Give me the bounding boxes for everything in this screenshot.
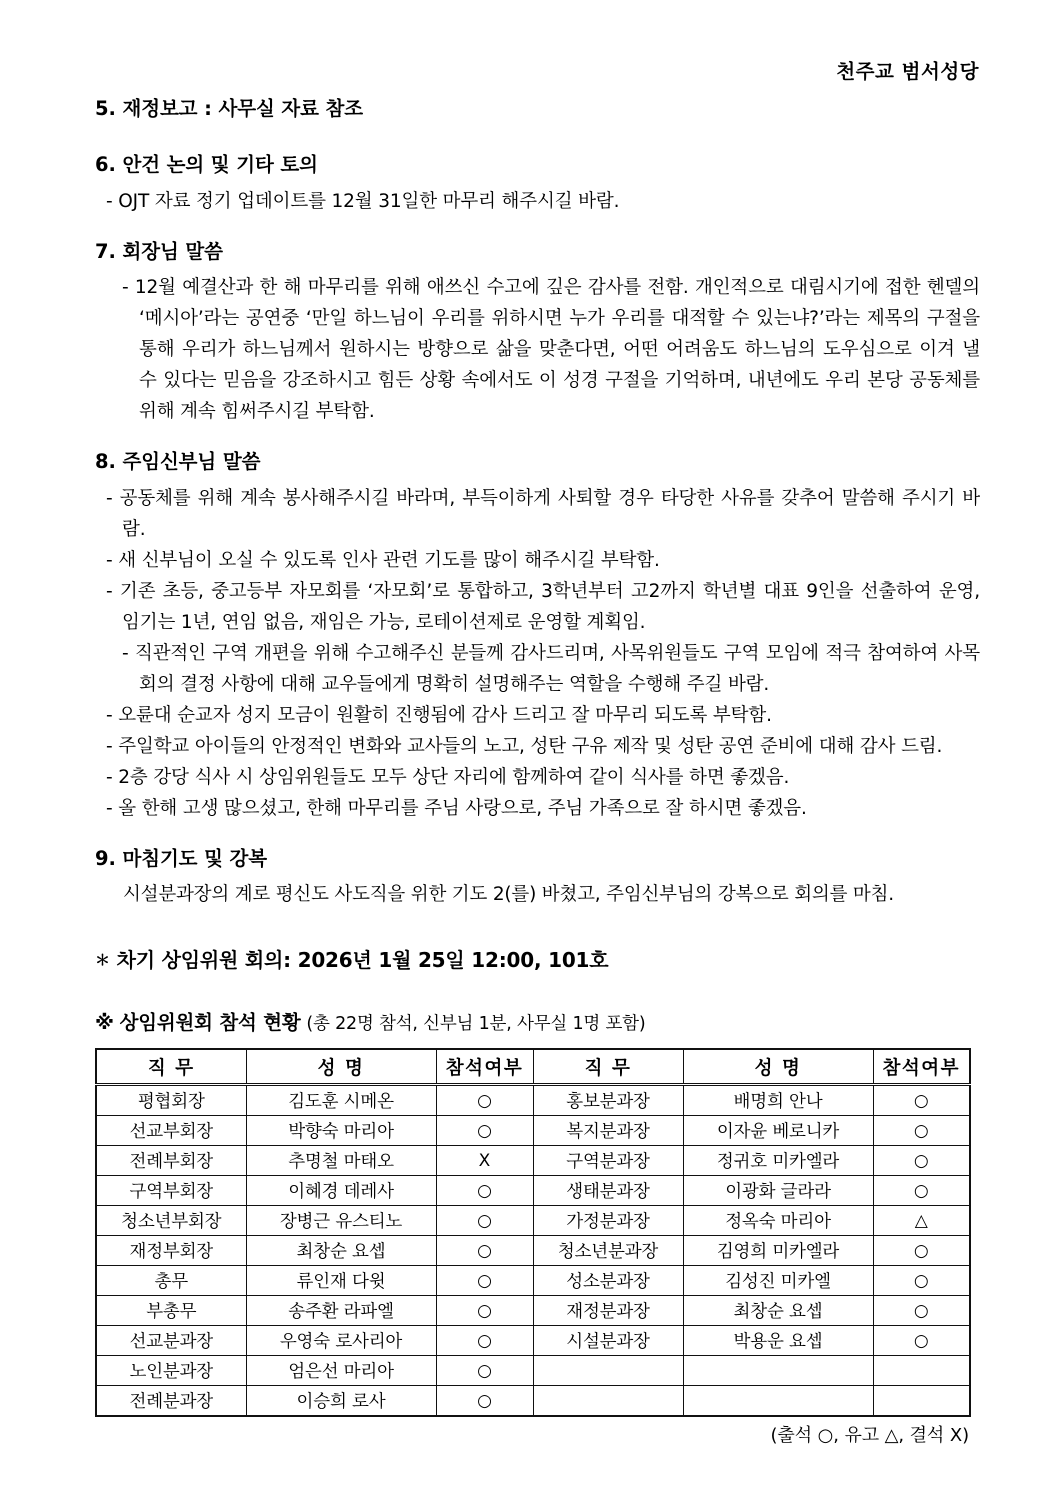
section-6-heading: 6. 안건 논의 및 기타 토의 bbox=[95, 153, 318, 177]
cell-name: 송주환 라파엘 bbox=[246, 1296, 436, 1326]
next-meeting-line bbox=[95, 944, 980, 973]
cell-duty: 가정분과장 bbox=[533, 1206, 683, 1236]
cell-name: 이자윤 베로니카 bbox=[683, 1116, 873, 1146]
column-header-attendance-right: 참석여부 bbox=[873, 1049, 970, 1085]
cell-attendance bbox=[873, 1386, 970, 1417]
section-7 bbox=[95, 241, 980, 427]
cell-duty: 복지분과장 bbox=[533, 1116, 683, 1146]
section-8-item: - 직관적인 구역 개편을 위해 수고해주신 분들께 감사드리며, 사목위원들도 구역 모임에 적극 참여하여 사목회의 결정 사항에 대해 교우들에게 명확히 설명해주는 역할을 수행해 주길 바람. bbox=[122, 642, 980, 695]
cell-attendance: ○ bbox=[436, 1296, 533, 1326]
cell-duty: 시설분과장 bbox=[533, 1326, 683, 1356]
section-9-paragraph: 시설분과장의 계로 평신도 사도직을 위한 기도 2(를) 바쳤고, 주임신부님의 강복으로 회의를 마침. bbox=[123, 884, 894, 906]
cell-attendance: ○ bbox=[436, 1326, 533, 1356]
cell-duty: 총무 bbox=[96, 1266, 246, 1296]
cell-attendance: ○ bbox=[873, 1296, 970, 1326]
cell-duty: 노인분과장 bbox=[96, 1356, 246, 1386]
cell-duty: 재정부회장 bbox=[96, 1236, 246, 1266]
table-row bbox=[96, 1296, 970, 1326]
asterisk-icon: ＊ bbox=[95, 951, 110, 970]
cell-attendance: △ bbox=[873, 1206, 970, 1236]
section-6 bbox=[95, 154, 980, 216]
cell-attendance: ○ bbox=[436, 1386, 533, 1417]
attendance-table-wrapper bbox=[95, 1048, 969, 1447]
cell-duty: 성소분과장 bbox=[533, 1266, 683, 1296]
column-header-duty-left: 직 무 bbox=[96, 1049, 246, 1085]
table-row bbox=[96, 1116, 970, 1146]
cell-attendance: ○ bbox=[873, 1176, 970, 1206]
cell-name: 추명철 마태오 bbox=[246, 1146, 436, 1176]
cell-name bbox=[683, 1386, 873, 1417]
cell-attendance: ○ bbox=[873, 1326, 970, 1356]
cell-name: 박향숙 마리아 bbox=[246, 1116, 436, 1146]
column-header-duty-right: 직 무 bbox=[533, 1049, 683, 1085]
cell-duty: 청소년분과장 bbox=[533, 1236, 683, 1266]
cell-duty: 전례분과장 bbox=[96, 1386, 246, 1417]
cell-attendance: ○ bbox=[436, 1266, 533, 1296]
cell-attendance: ○ bbox=[436, 1206, 533, 1236]
table-row bbox=[96, 1085, 970, 1116]
attendance-caption-note: (총 22명 참석, 신부님 1분, 사무실 1명 포함) bbox=[306, 1014, 646, 1035]
cell-name: 배명희 안나 bbox=[683, 1085, 873, 1116]
cell-attendance: ○ bbox=[873, 1266, 970, 1296]
cell-duty: 선교부회장 bbox=[96, 1116, 246, 1146]
section-9-heading: 9. 마침기도 및 강복 bbox=[95, 846, 268, 870]
section-8-item: - 오륜대 순교자 성지 모금이 원활히 진행됨에 감사 드리고 잘 마무리 되도록 부탁함. bbox=[106, 704, 772, 726]
column-header-name-left: 성 명 bbox=[246, 1049, 436, 1085]
section-6-item: - OJT 자료 정기 업데이트를 12월 31일한 마무리 해주시길 바람. bbox=[106, 190, 620, 212]
attendance-table-body bbox=[96, 1085, 970, 1417]
cell-duty: 홍보분과장 bbox=[533, 1085, 683, 1116]
section-8-heading: 8. 주임신부님 말씀 bbox=[95, 450, 261, 474]
cell-attendance: ○ bbox=[436, 1356, 533, 1386]
section-8-item: - 공동체를 위해 계속 봉사해주시길 바라며, 부득이하게 사퇴할 경우 타당한 사유를 갖추어 말씀해 주시기 바람. bbox=[106, 487, 980, 540]
section-8-item: - 2층 강당 식사 시 상임위원들도 모두 상단 자리에 함께하여 같이 식사를 하면 좋겠음. bbox=[106, 766, 790, 788]
cell-attendance: ○ bbox=[436, 1176, 533, 1206]
spacer bbox=[95, 120, 980, 154]
spacer bbox=[95, 870, 980, 879]
cell-name: 김성진 미카엘 bbox=[683, 1266, 873, 1296]
cell-name: 최창순 요셉 bbox=[246, 1236, 436, 1266]
spacer bbox=[95, 263, 980, 272]
spacer bbox=[95, 177, 980, 186]
cell-name: 정옥숙 마리아 bbox=[683, 1206, 873, 1236]
next-meeting-text: 차기 상임위원 회의: 2026년 1월 25일 12:00, 101호 bbox=[116, 948, 609, 973]
cell-attendance: ○ bbox=[436, 1236, 533, 1266]
section-5-heading: 5. 재정보고 : 사무실 자료 참조 bbox=[95, 97, 364, 120]
table-row bbox=[96, 1356, 970, 1386]
attendance-caption bbox=[95, 1007, 980, 1035]
section-9 bbox=[95, 848, 980, 910]
cell-attendance: X bbox=[436, 1146, 533, 1176]
cell-duty bbox=[533, 1356, 683, 1386]
attendance-table bbox=[95, 1048, 971, 1417]
cell-name: 이승희 로사 bbox=[246, 1386, 436, 1417]
cell-name: 정귀호 미카엘라 bbox=[683, 1146, 873, 1176]
section-7-item: - 12월 예결산과 한 해 마무리를 위해 애쓰신 수고에 깊은 감사를 전함. 개인적으로 대림시기에 접한 헨델의 ‘메시아’라는 공연중 ‘만일 하느님이 우리를 위하시면 누가 우리를 대적할 수 있는냐?’라는 제목의 구절을 통해 우리가 하느님께서 원하시는 방향으로 삶을 맞춘다면, 어떤 어려움도 하느님의 도우심으로 이겨 낼 수 있다는 믿음을 강조하시고 힘든 상황 속에서도 이 성경 구절을 기억하며, 내년에도 우리 본당 공동체를 위해 계속 힘써주시길 부탁함. bbox=[122, 277, 980, 423]
spacer bbox=[95, 910, 980, 944]
parish-name-header: 천주교 범서성당 bbox=[836, 60, 979, 83]
table-row bbox=[96, 1206, 970, 1236]
cell-duty: 부총무 bbox=[96, 1296, 246, 1326]
section-8-item: - 올 한해 고생 많으셨고, 한해 마무리를 주님 사랑으로, 주님 가족으로 잘 하시면 좋겠음. bbox=[106, 797, 807, 819]
cell-duty bbox=[533, 1386, 683, 1417]
cell-name: 최창순 요셉 bbox=[683, 1296, 873, 1326]
spacer bbox=[95, 427, 980, 451]
column-header-attendance-left: 참석여부 bbox=[436, 1049, 533, 1085]
cell-name: 박용운 요셉 bbox=[683, 1326, 873, 1356]
cell-attendance bbox=[873, 1356, 970, 1386]
spacer bbox=[95, 474, 980, 483]
spacer bbox=[95, 973, 980, 1007]
attendance-legend: (출석 ○, 유고 △, 결석 X) bbox=[770, 1425, 969, 1447]
cell-attendance: ○ bbox=[436, 1085, 533, 1116]
cell-name: 이혜경 데레사 bbox=[246, 1176, 436, 1206]
cell-name: 김영희 미카엘라 bbox=[683, 1236, 873, 1266]
spacer bbox=[95, 824, 980, 848]
section-8-item: - 주일학교 아이들의 안정적인 변화와 교사들의 노고, 성탄 구유 제작 및 성탄 공연 준비에 대해 감사 드림. bbox=[106, 735, 943, 757]
cell-name: 장병근 유스티노 bbox=[246, 1206, 436, 1236]
table-row bbox=[96, 1146, 970, 1176]
table-header-row bbox=[96, 1049, 970, 1085]
column-header-name-right: 성 명 bbox=[683, 1049, 873, 1085]
spacer bbox=[95, 217, 980, 241]
section-8 bbox=[95, 451, 980, 823]
cell-name: 류인재 다윗 bbox=[246, 1266, 436, 1296]
cell-name: 엄은선 마리아 bbox=[246, 1356, 436, 1386]
table-row bbox=[96, 1386, 970, 1417]
cell-duty: 선교분과장 bbox=[96, 1326, 246, 1356]
cell-attendance: ○ bbox=[873, 1236, 970, 1266]
cell-attendance: ○ bbox=[436, 1116, 533, 1146]
section-8-item: - 기존 초등, 중고등부 자모회를 ‘자모회’로 통합하고, 3학년부터 고2까지 학년별 대표 9인을 선출하여 운영, 임기는 1년, 연임 없음, 재임은 가능, 로테이션제로 운영할 계획임. bbox=[106, 580, 980, 633]
cell-duty: 전례부회장 bbox=[96, 1146, 246, 1176]
cell-name: 우영숙 로사리아 bbox=[246, 1326, 436, 1356]
attendance-caption-title: 상임위원회 참석 현황 bbox=[119, 1011, 301, 1035]
table-row bbox=[96, 1326, 970, 1356]
cell-duty: 재정분과장 bbox=[533, 1296, 683, 1326]
table-row bbox=[96, 1176, 970, 1206]
section-7-heading: 7. 회장님 말씀 bbox=[95, 239, 223, 263]
document-body bbox=[95, 98, 980, 1447]
cell-attendance: ○ bbox=[873, 1085, 970, 1116]
table-row bbox=[96, 1266, 970, 1296]
cell-duty: 구역부회장 bbox=[96, 1176, 246, 1206]
cell-attendance: ○ bbox=[873, 1146, 970, 1176]
cell-duty: 생태분과장 bbox=[533, 1176, 683, 1206]
cell-name: 김도훈 시메온 bbox=[246, 1085, 436, 1116]
cell-duty: 청소년부회장 bbox=[96, 1206, 246, 1236]
cell-name bbox=[683, 1356, 873, 1386]
reference-mark-icon: ※ bbox=[95, 1011, 114, 1035]
section-8-item: - 새 신부님이 오실 수 있도록 인사 관련 기도를 많이 해주시길 부탁함. bbox=[106, 549, 660, 571]
cell-duty: 평협회장 bbox=[96, 1085, 246, 1116]
cell-name: 이광화 글라라 bbox=[683, 1176, 873, 1206]
cell-duty: 구역분과장 bbox=[533, 1146, 683, 1176]
cell-attendance: ○ bbox=[873, 1116, 970, 1146]
section-5 bbox=[95, 98, 980, 120]
table-row bbox=[96, 1236, 970, 1266]
